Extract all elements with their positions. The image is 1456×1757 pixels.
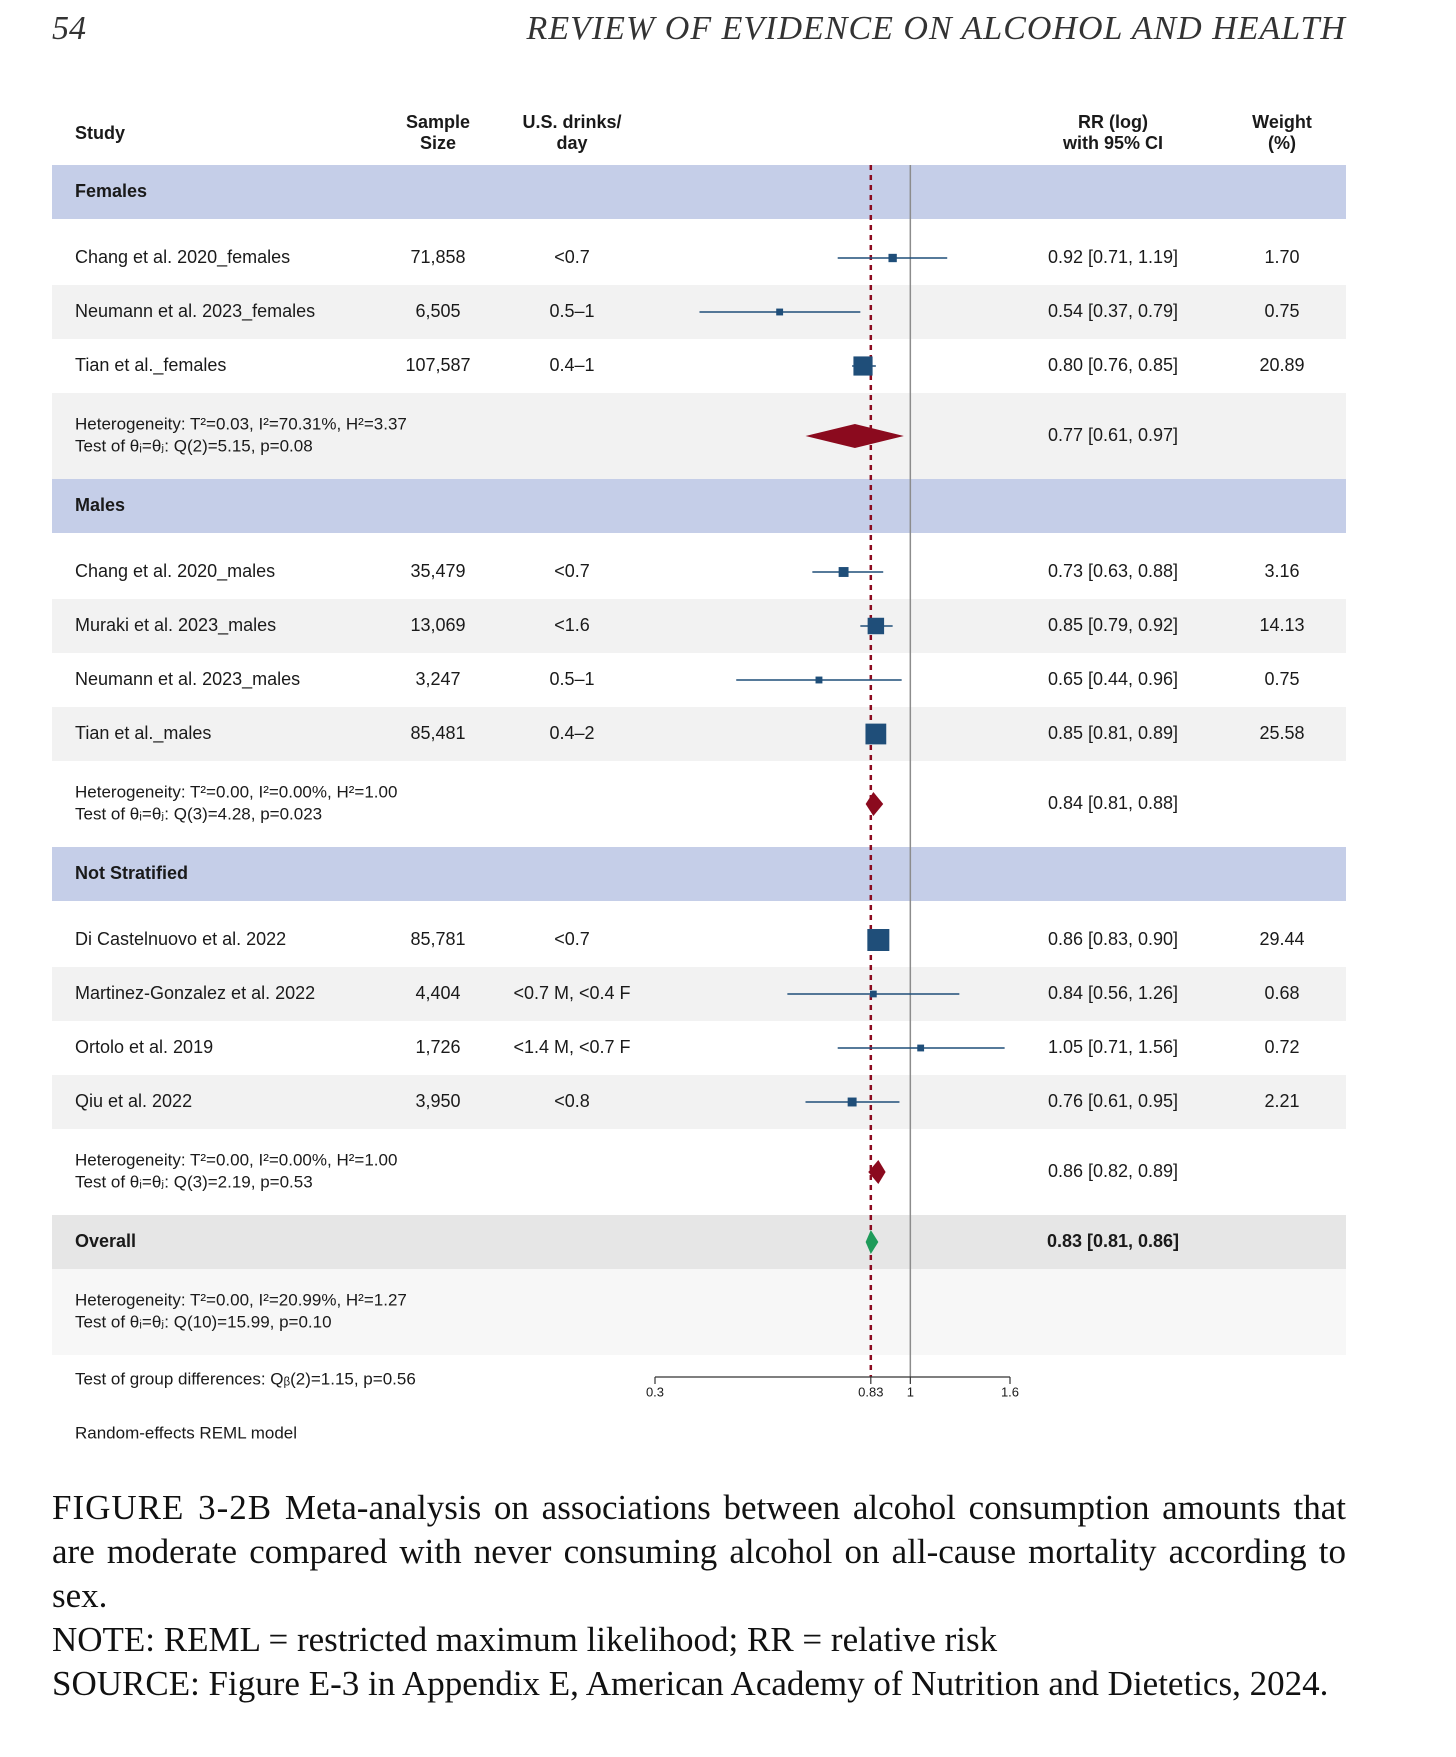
group-band bbox=[52, 847, 1346, 901]
column-header-weight: Weight bbox=[1252, 111, 1312, 132]
study-sample-size: 71,858 bbox=[410, 246, 466, 267]
study-rr-ci: 0.76 [0.61, 0.95] bbox=[1047, 1090, 1179, 1111]
study-drinks: <0.7 bbox=[554, 928, 590, 949]
running-title: REVIEW OF EVIDENCE ON ALCOHOL AND HEALTH bbox=[526, 10, 1346, 47]
column-header-sample-size-unit: Size bbox=[419, 132, 457, 153]
group-band bbox=[52, 165, 1346, 219]
study-point-estimate bbox=[848, 1098, 857, 1107]
study-weight: 0.72 bbox=[1264, 1036, 1300, 1057]
study-sample-size: 85,781 bbox=[410, 928, 466, 949]
overall-title: Overall bbox=[75, 1230, 137, 1251]
study-point-estimate bbox=[839, 567, 849, 577]
study-rr-ci: 0.84 [0.56, 1.26] bbox=[1047, 982, 1179, 1003]
study-rr-ci: 0.85 [0.79, 0.92] bbox=[1047, 614, 1179, 635]
group-heterogeneity: Heterogeneity: T²=0.00, I²=0.00%, H²=1.00 bbox=[75, 1150, 398, 1170]
study-rr-ci: 0.86 [0.83, 0.90] bbox=[1047, 928, 1179, 949]
group-heterogeneity-test: Test of θᵢ=θⱼ: Q(2)=5.15, p=0.08 bbox=[75, 436, 313, 456]
study-point-estimate bbox=[865, 724, 886, 745]
x-axis-tick-label: 0.83 bbox=[858, 1384, 884, 1400]
study-weight: 20.89 bbox=[1259, 354, 1305, 375]
study-point-estimate bbox=[888, 254, 896, 262]
study-drinks: <1.4 M, <0.7 F bbox=[513, 1036, 631, 1057]
study-sample-size: 1,726 bbox=[415, 1036, 461, 1057]
study-sample-size: 4,404 bbox=[415, 982, 461, 1003]
study-drinks: 0.4–1 bbox=[549, 354, 595, 375]
study-sample-size: 13,069 bbox=[410, 614, 466, 635]
study-name: Neumann et al. 2023_females bbox=[75, 300, 316, 321]
x-axis-tick-label: 0.3 bbox=[645, 1384, 665, 1400]
figure-description: Meta-analysis on associations between alcohol consumption amounts that are moderate compared with never consuming alcohol on all-cause mortality according to sex. bbox=[52, 1488, 1346, 1615]
study-rr-ci: 0.73 [0.63, 0.88] bbox=[1047, 560, 1179, 581]
study-name: Neumann et al. 2023_males bbox=[75, 668, 301, 689]
study-name: Chang et al. 2020_males bbox=[75, 560, 276, 581]
study-drinks: 0.4–2 bbox=[549, 722, 595, 743]
study-drinks: 0.5–1 bbox=[549, 668, 595, 689]
study-point-estimate bbox=[870, 991, 877, 998]
group-title: Females bbox=[75, 180, 148, 201]
study-weight: 0.75 bbox=[1264, 668, 1300, 689]
study-point-estimate bbox=[917, 1045, 924, 1052]
study-rr-ci: 0.54 [0.37, 0.79] bbox=[1047, 300, 1179, 321]
figure-source: SOURCE: Figure E-3 in Appendix E, American Academy of Nutrition and Dietetics, 2024. bbox=[52, 1664, 1329, 1703]
study-drinks: 0.5–1 bbox=[549, 300, 595, 321]
overall-rr-ci: 0.83 [0.81, 0.86] bbox=[1046, 1230, 1180, 1251]
column-header-drinks-unit: day bbox=[556, 132, 588, 153]
study-name: Muraki et al. 2023_males bbox=[75, 614, 277, 635]
study-name: Martinez-Gonzalez et al. 2022 bbox=[75, 982, 316, 1003]
group-heterogeneity: Heterogeneity: T²=0.03, I²=70.31%, H²=3.37 bbox=[75, 414, 407, 434]
study-name: Tian et al._females bbox=[75, 354, 227, 375]
overall-heterogeneity-test: Test of θᵢ=θⱼ: Q(10)=15.99, p=0.10 bbox=[75, 1312, 332, 1332]
study-sample-size: 35,479 bbox=[410, 560, 466, 581]
study-drinks: <0.7 M, <0.4 F bbox=[513, 982, 631, 1003]
study-rr-ci: 0.92 [0.71, 1.19] bbox=[1047, 246, 1179, 267]
study-point-estimate bbox=[868, 618, 884, 634]
study-drinks: <0.8 bbox=[554, 1090, 590, 1111]
study-name: Qiu et al. 2022 bbox=[75, 1090, 193, 1111]
page-number: 54 bbox=[52, 10, 86, 47]
study-weight: 25.58 bbox=[1259, 722, 1305, 743]
study-weight: 3.16 bbox=[1264, 560, 1300, 581]
study-rr-ci: 0.65 [0.44, 0.96] bbox=[1047, 668, 1179, 689]
group-heterogeneity-test: Test of θᵢ=θⱼ: Q(3)=2.19, p=0.53 bbox=[75, 1172, 313, 1192]
column-header-rr-ci: with 95% CI bbox=[1062, 132, 1164, 153]
study-point-estimate bbox=[853, 356, 872, 375]
study-drinks: <1.6 bbox=[554, 614, 590, 635]
group-summary-rr-ci: 0.84 [0.81, 0.88] bbox=[1047, 792, 1179, 813]
study-sample-size: 3,950 bbox=[415, 1090, 461, 1111]
study-name: Ortolo et al. 2019 bbox=[75, 1036, 214, 1057]
group-differences-test: Test of group differences: Qᵦ(2)=1.15, p=0.56 bbox=[75, 1369, 416, 1389]
group-heterogeneity: Heterogeneity: T²=0.00, I²=0.00%, H²=1.00 bbox=[75, 782, 398, 802]
study-sample-size: 107,587 bbox=[405, 354, 471, 375]
group-title: Not Stratified bbox=[75, 862, 189, 883]
study-sample-size: 85,481 bbox=[410, 722, 466, 743]
study-weight: 1.70 bbox=[1264, 246, 1300, 267]
figure-label: FIGURE 3-2B bbox=[52, 1488, 273, 1527]
group-summary-diamond bbox=[868, 1160, 885, 1184]
study-sample-size: 3,247 bbox=[415, 668, 461, 689]
study-rr-ci: 0.80 [0.76, 0.85] bbox=[1047, 354, 1179, 375]
study-drinks: <0.7 bbox=[554, 246, 590, 267]
study-weight: 29.44 bbox=[1259, 928, 1305, 949]
study-rr-ci: 0.85 [0.81, 0.89] bbox=[1047, 722, 1179, 743]
study-name: Tian et al._males bbox=[75, 722, 212, 743]
study-sample-size: 6,505 bbox=[415, 300, 461, 321]
overall-heterogeneity: Heterogeneity: T²=0.00, I²=20.99%, H²=1.27 bbox=[75, 1290, 407, 1310]
group-band bbox=[52, 479, 1346, 533]
study-point-estimate bbox=[776, 309, 783, 316]
x-axis-tick-label: 1.6 bbox=[1000, 1384, 1020, 1400]
column-header-drinks: U.S. drinks/ bbox=[522, 111, 622, 132]
study-drinks: <0.7 bbox=[554, 560, 590, 581]
study-rr-ci: 1.05 [0.71, 1.56] bbox=[1047, 1036, 1179, 1057]
study-point-estimate bbox=[816, 677, 823, 684]
study-point-estimate bbox=[867, 929, 889, 951]
column-header-study: Study bbox=[75, 122, 126, 143]
column-header-sample-size: Sample bbox=[405, 111, 471, 132]
column-header-weight-unit: (%) bbox=[1268, 132, 1296, 153]
group-title: Males bbox=[75, 494, 126, 515]
figure-caption bbox=[52, 1486, 1346, 1706]
column-header-rr: RR (log) bbox=[1078, 111, 1148, 132]
group-summary-diamond bbox=[866, 792, 884, 816]
figure-caption-text bbox=[52, 1486, 1346, 1618]
model-note: Random-effects REML model bbox=[75, 1423, 298, 1443]
study-weight: 0.75 bbox=[1264, 300, 1300, 321]
figure-note: NOTE: REML = restricted maximum likelihood; RR = relative risk bbox=[52, 1620, 998, 1659]
study-weight: 0.68 bbox=[1264, 982, 1300, 1003]
group-summary-rr-ci: 0.86 [0.82, 0.89] bbox=[1047, 1160, 1179, 1181]
study-name: Chang et al. 2020_females bbox=[75, 246, 291, 267]
group-summary-rr-ci: 0.77 [0.61, 0.97] bbox=[1047, 424, 1179, 445]
study-weight: 14.13 bbox=[1259, 614, 1305, 635]
study-weight: 2.21 bbox=[1264, 1090, 1300, 1111]
study-name: Di Castelnuovo et al. 2022 bbox=[75, 928, 287, 949]
group-heterogeneity-test: Test of θᵢ=θⱼ: Q(3)=4.28, p=0.023 bbox=[75, 804, 323, 824]
x-axis-tick-label: 1 bbox=[906, 1384, 914, 1400]
